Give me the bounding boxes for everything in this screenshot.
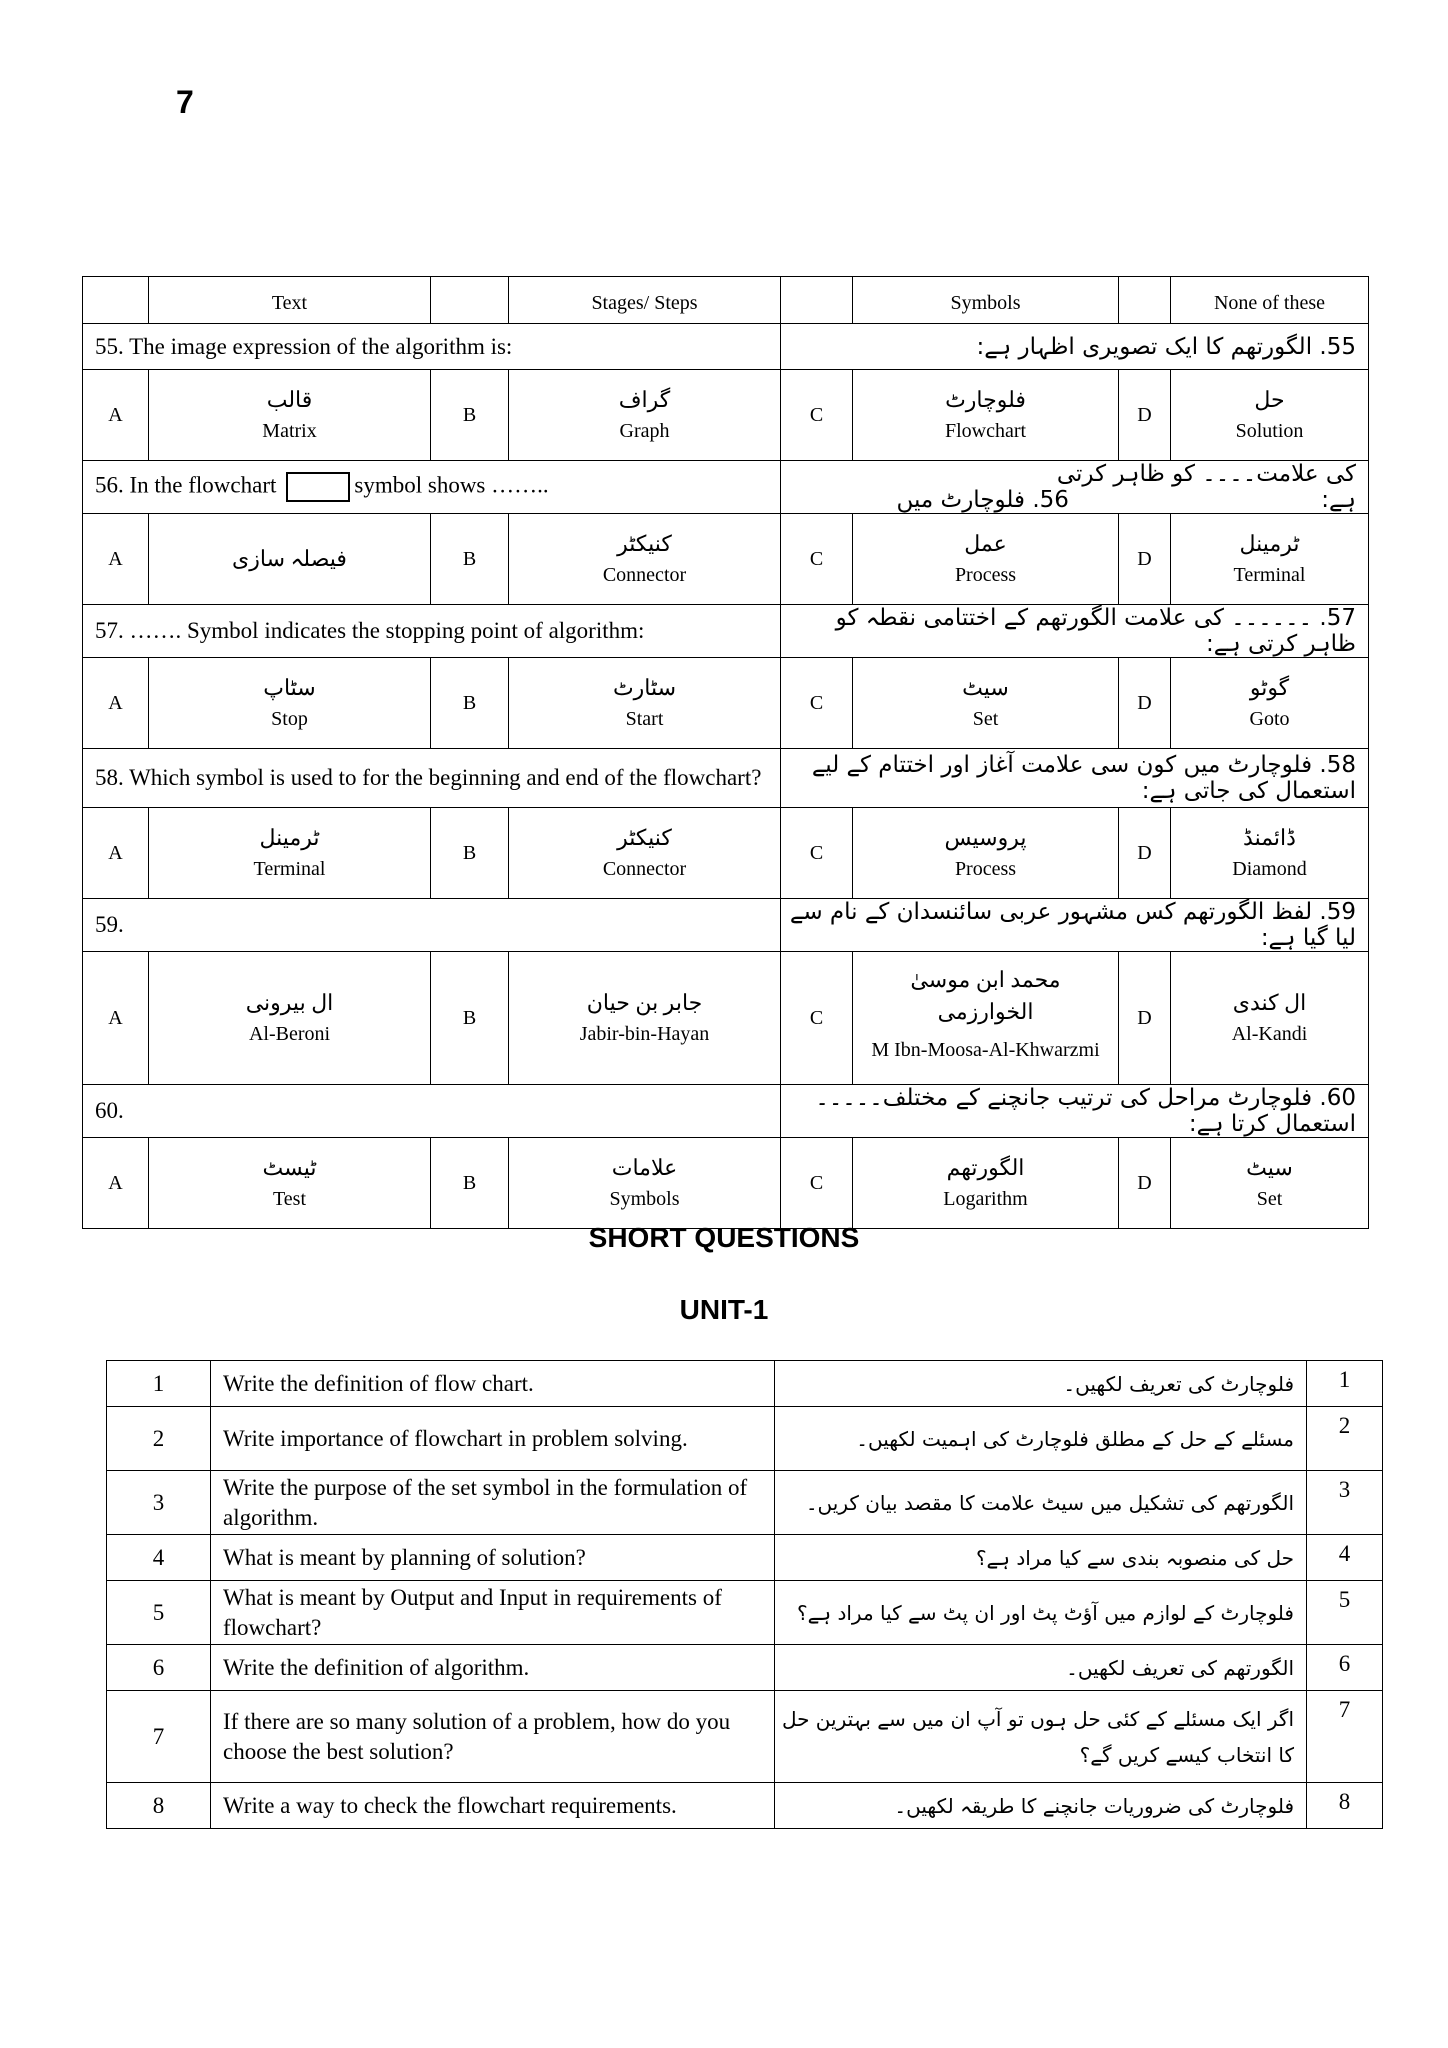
- question-row-59: [83, 899, 1369, 952]
- option-c: عمل Process: [853, 514, 1119, 605]
- option-c: فلوچارٹ Flowchart: [853, 370, 1119, 461]
- question-number-right: 7: [1307, 1691, 1383, 1783]
- option-letter: D: [1119, 658, 1171, 749]
- option-letter: A: [83, 514, 149, 605]
- question-en: 55. The image expression of the algorithm is:: [83, 324, 781, 370]
- short-questions-heading: SHORT QUESTIONS: [588, 1222, 860, 1253]
- question-number: 7: [107, 1691, 211, 1783]
- option-a: ال بیرونی Al-Beroni: [149, 952, 431, 1085]
- mcq-table: [82, 276, 1369, 1229]
- option-letter: A: [83, 808, 149, 899]
- option-letter: B: [431, 1138, 509, 1229]
- option-letter: C: [781, 370, 853, 461]
- question-number-right: 5: [1307, 1581, 1383, 1645]
- option-letter: A: [83, 658, 149, 749]
- option-b: سٹارٹ Start: [509, 658, 781, 749]
- option-b: گراف Graph: [509, 370, 781, 461]
- question-number-right: 6: [1307, 1645, 1383, 1691]
- question-number-right: 2: [1307, 1407, 1383, 1471]
- option-letter: D: [1119, 370, 1171, 461]
- question-ur: فلوچارٹ کی تعریف لکھیں۔: [775, 1361, 1307, 1407]
- option-d: ڈائمنڈ Diamond: [1171, 808, 1369, 899]
- option-a: فیصلہ سازی: [149, 514, 431, 605]
- question-ur: الگورتھم کی تشکیل میں سیٹ علامت کا مقصد بیان کریں۔: [775, 1471, 1307, 1535]
- option-letter: C: [781, 808, 853, 899]
- question-row-60: [83, 1085, 1369, 1138]
- header-none: None of these: [1213, 291, 1326, 314]
- short-question-row: [107, 1407, 1383, 1471]
- option-letter: D: [1119, 952, 1171, 1085]
- option-letter: A: [83, 952, 149, 1085]
- short-question-row: [107, 1645, 1383, 1691]
- option-d: ٹرمینل Terminal: [1171, 514, 1369, 605]
- question-en: What is meant by Output and Input in requirements of flowchart?: [211, 1581, 775, 1645]
- question-en: Write the definition of flow chart.: [211, 1361, 775, 1407]
- option-letter: C: [781, 1138, 853, 1229]
- question-number-right: 8: [1307, 1783, 1383, 1829]
- options-row-57: [83, 658, 1369, 749]
- rectangle-symbol-icon: [286, 472, 350, 502]
- short-question-row: [107, 1691, 1383, 1783]
- option-b: کنیکٹر Connector: [509, 514, 781, 605]
- question-ur: 59. لفظ الگورتھم کس مشہور عربی سائنسدان کے نام سے لیا گیا ہے:: [781, 899, 1369, 952]
- option-c: الگورتھم Logarithm: [853, 1138, 1119, 1229]
- page-number: 7: [176, 84, 194, 120]
- mcq-header-row: [83, 277, 1369, 324]
- option-letter: D: [1119, 808, 1171, 899]
- option-d: حل Solution: [1171, 370, 1369, 461]
- question-ur: کی علامت۔۔۔۔ کو ظاہر کرتی ہے: 56. فلوچارٹ میں: [781, 461, 1369, 514]
- option-d: سیٹ Set: [1171, 1138, 1369, 1229]
- option-letter: A: [83, 370, 149, 461]
- question-number: 5: [107, 1581, 211, 1645]
- question-number-right: 3: [1307, 1471, 1383, 1535]
- option-a: ٹرمینل Terminal: [149, 808, 431, 899]
- option-b: جابر بن حیان Jabir-bin-Hayan: [509, 952, 781, 1085]
- question-ur: الگورتھم کی تعریف لکھیں۔: [775, 1645, 1307, 1691]
- question-ur: اگر ایک مسئلے کے کئی حل ہوں تو آپ ان میں سے بہترین حل کا انتخاب کیسے کریں گے؟: [775, 1691, 1307, 1783]
- header-stages: Stages/ Steps: [591, 291, 698, 314]
- question-number: 6: [107, 1645, 211, 1691]
- option-letter: B: [431, 952, 509, 1085]
- question-number: 4: [107, 1535, 211, 1581]
- question-ur: فلوچارٹ کی ضروریات جانچنے کا طریقہ لکھیں۔: [775, 1783, 1307, 1829]
- options-row-55: [83, 370, 1369, 461]
- question-ur: 57. ۔۔۔۔۔۔ کی علامت الگورتھم کے اختتامی نقطہ کو ظاہر کرتی ہے:: [781, 605, 1369, 658]
- option-b: علامات Symbols: [509, 1138, 781, 1229]
- question-ur: 58. فلوچارٹ میں کون سی علامت آغاز اور اختتام کے لیے استعمال کی جاتی ہے:: [781, 749, 1369, 808]
- option-c: پروسیس Process: [853, 808, 1119, 899]
- option-letter: B: [431, 370, 509, 461]
- question-row-55: [83, 324, 1369, 370]
- option-letter: C: [781, 658, 853, 749]
- question-row-57: [83, 605, 1369, 658]
- option-letter: A: [83, 1138, 149, 1229]
- question-number: 3: [107, 1471, 211, 1535]
- question-row-56: [83, 461, 1369, 514]
- question-number: 2: [107, 1407, 211, 1471]
- option-letter: D: [1119, 1138, 1171, 1229]
- question-en: 56. In the flowchart symbol shows ……..: [83, 461, 781, 514]
- option-a: ٹیسٹ Test: [149, 1138, 431, 1229]
- question-number-right: 1: [1307, 1361, 1383, 1407]
- short-question-row: [107, 1581, 1383, 1645]
- option-letter: B: [431, 514, 509, 605]
- question-ur: 60. فلوچارٹ مراحل کی ترتیب جانچنے کے مختلف۔۔۔۔۔ استعمال کرتا ہے:: [781, 1085, 1369, 1138]
- question-en: Write importance of flowchart in problem solving.: [211, 1407, 775, 1471]
- option-a: قالب Matrix: [149, 370, 431, 461]
- question-ur: حل کی منصوبہ بندی سے کیا مراد ہے؟: [775, 1535, 1307, 1581]
- option-c: محمد ابن موسیٰ الخوارزمی M Ibn-Moosa-Al-Khwarzmi: [853, 952, 1119, 1085]
- question-number-right: 4: [1307, 1535, 1383, 1581]
- option-letter: C: [781, 952, 853, 1085]
- question-number: 1: [107, 1361, 211, 1407]
- question-ur: مسئلے کے حل کے مطلق فلوچارٹ کی اہمیت لکھیں۔: [775, 1407, 1307, 1471]
- option-d: ال کندی Al-Kandi: [1171, 952, 1369, 1085]
- header-symbols: Symbols: [950, 291, 1021, 314]
- option-letter: D: [1119, 514, 1171, 605]
- question-en: 58. Which symbol is used to for the beginning and end of the flowchart?: [83, 749, 781, 808]
- options-row-58: [83, 808, 1369, 899]
- question-row-58: [83, 749, 1369, 808]
- short-question-row: [107, 1535, 1383, 1581]
- option-a: سٹاپ Stop: [149, 658, 431, 749]
- question-en: Write the purpose of the set symbol in the formulation of algorithm.: [211, 1471, 775, 1535]
- question-en: Write a way to check the flowchart requirements.: [211, 1783, 775, 1829]
- options-row-60: [83, 1138, 1369, 1229]
- question-en: What is meant by planning of solution?: [211, 1535, 775, 1581]
- question-en: 59.: [83, 899, 781, 952]
- option-b: کنیکٹر Connector: [509, 808, 781, 899]
- option-letter: B: [431, 808, 509, 899]
- short-question-row: [107, 1783, 1383, 1829]
- question-en: 60.: [83, 1085, 781, 1138]
- unit-heading: UNIT-1: [679, 1294, 769, 1325]
- question-number: 8: [107, 1783, 211, 1829]
- short-question-row: [107, 1471, 1383, 1535]
- options-row-56: [83, 514, 1369, 605]
- question-en: Write the definition of algorithm.: [211, 1645, 775, 1691]
- question-en: 57. ……. Symbol indicates the stopping point of algorithm:: [83, 605, 781, 658]
- option-letter: C: [781, 514, 853, 605]
- question-en: If there are so many solution of a problem, how do you choose the best solution?: [211, 1691, 775, 1783]
- short-question-row: [107, 1361, 1383, 1407]
- options-row-59: [83, 952, 1369, 1085]
- header-text: Text: [271, 291, 308, 314]
- short-questions-table: [106, 1360, 1383, 1829]
- option-c: سیٹ Set: [853, 658, 1119, 749]
- question-ur: 55. الگورتھم کا ایک تصویری اظہار ہے:: [781, 324, 1369, 370]
- option-d: گوٹو Goto: [1171, 658, 1369, 749]
- question-ur: فلوچارٹ کے لوازم میں آؤٹ پٹ اور ان پٹ سے کیا مراد ہے؟: [775, 1581, 1307, 1645]
- option-letter: B: [431, 658, 509, 749]
